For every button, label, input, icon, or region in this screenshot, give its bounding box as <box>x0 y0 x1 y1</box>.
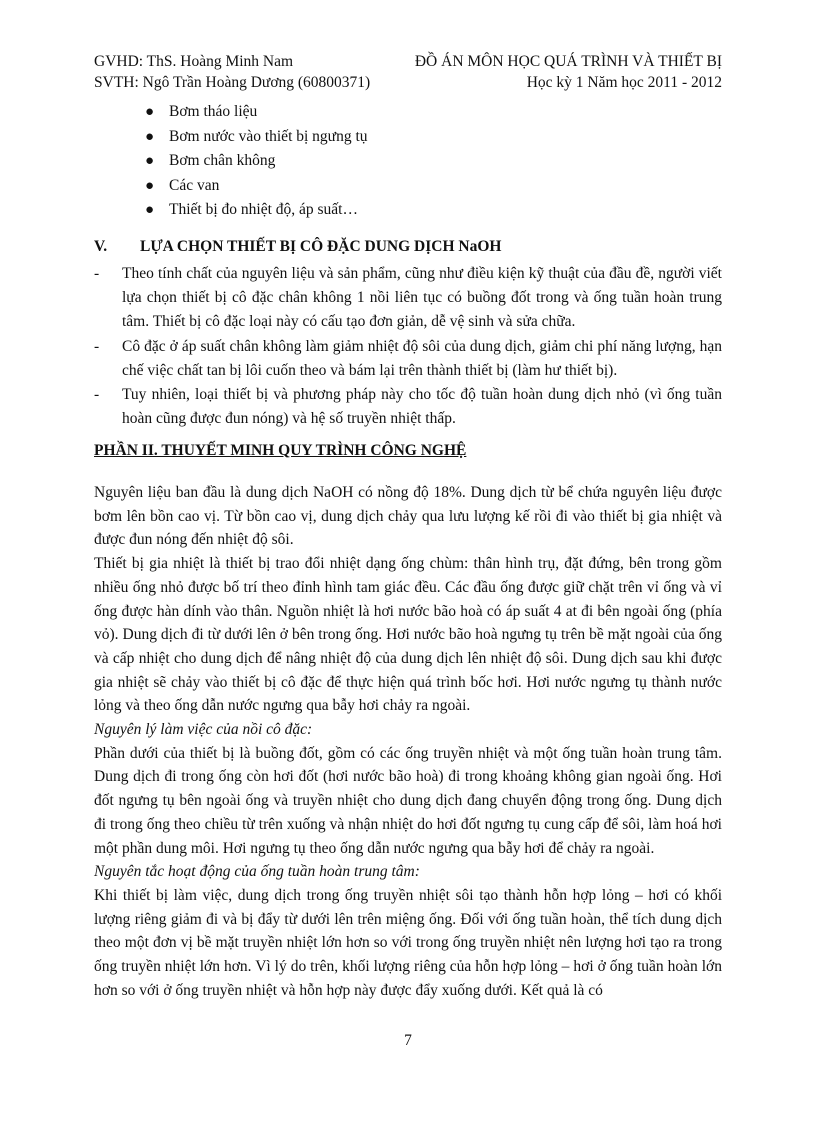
subheading: Nguyên lý làm việc của nồi cô đặc: <box>94 721 313 739</box>
paragraph: Khi thiết bị làm việc, dung dịch trong ống truyền nhiệt sôi tạo thành hỗn hợp lỏng – hơi có khối lượng riêng giảm đi và bị đẩy từ dưới lên trên miệng ống. Đối với ống tuần hoàn, thể tích dung dịch theo một đơn vị bề mặt truyền nhiệt lớn hơn so với trong ống truyền nhiệt nên lượng hơi tạo ra trong ống truyền nhiệt lớn hơn. Vì lý do trên, khối lượng riêng của hỗn hợp lỏng – hơi ở ống tuần hoàn lớn hơn so với ở ống truyền nhiệt và hỗn hợp này được đẩy xuống dưới. Kết quả là có <box>94 886 722 999</box>
paragraph: Nguyên liệu ban đầu là dung dịch NaOH có nồng độ 18%. Dung dịch từ bể chứa nguyên liệu được bơm lên bồn cao vị. Từ bồn cao vị, dung dịch chảy qua lưu lượng kế rồi đi vào thiết bị gia nhiệt và được đun nóng đến nhiệt độ sôi. <box>94 484 722 549</box>
equipment-bullet-list <box>143 100 368 223</box>
list-item: - Tuy nhiên, loại thiết bị và phương pháp này cho tốc độ tuần hoàn dung dịch nhỏ (vì ống tuần hoàn cũng được đun nóng) và hệ số truyền nhiệt thấp. <box>94 386 722 428</box>
list-item: - Theo tính chất của nguyên liệu và sản phẩm, cũng như điều kiện kỹ thuật của đầu đề, người viết lựa chọn thiết bị cô đặc chân không 1 nồi liên tục có buồng đốt trong và ống tuần hoàn trung tâm. Thiết bị cô đặc loại này có cấu tạo đơn giản, dễ vệ sinh và sửa chữa. <box>94 265 722 331</box>
section-number: V. <box>94 238 108 255</box>
header-advisor: GVHD: ThS. Hoàng Minh Nam <box>94 53 294 70</box>
list-item: ● Bơm tháo liệu <box>143 100 368 125</box>
list-item: - Cô đặc ở áp suất chân không làm giảm nhiệt độ sôi của dung dịch, giảm chi phí năng lượng, hạn chế việc chất tan bị lôi cuốn theo và bám lại trên thành thiết bị (làm hư thiết bị). <box>94 337 722 379</box>
paragraph: Phần dưới của thiết bị là buồng đốt, gồm có các ống truyền nhiệt và một ống tuần hoàn trung tâm. Dung dịch đi trong ống còn hơi đốt (hơi nước bão hoà) đi trong khoảng không gian ngoài ống. Hơi đốt ngưng tụ bên ngoài ống và truyền nhiệt cho dung dịch đang chuyển động trong ống. Dung dịch đi trong ống theo chiều từ trên xuống và nhận nhiệt do hơi đốt ngưng tụ cung cấp để sôi, làm hoá hơi một phần dung môi. Hơi ngưng tụ theo ống dẫn nước ngưng qua bẫy hơi để chảy ra ngoài. <box>94 744 722 857</box>
bullet-icon: ● <box>145 104 155 120</box>
section-title: LỰA CHỌN THIẾT BỊ CÔ ĐẶC DUNG DỊCH NaOH <box>140 238 502 255</box>
list-item: ● Thiết bị đo nhiệt độ, áp suất… <box>143 198 368 223</box>
bullet-icon: ● <box>145 153 155 169</box>
section-v-dash-list <box>94 262 722 431</box>
part-ii-title: PHẦN II. THUYẾT MINH QUY TRÌNH CÔNG NGHỆ <box>94 442 467 459</box>
bullet-icon: ● <box>145 202 155 218</box>
bullet-icon: ● <box>145 128 155 145</box>
list-item: ● Bơm nước vào thiết bị ngưng tụ <box>143 125 368 150</box>
header-student: SVTH: Ngô Trần Hoàng Dương (60800371) <box>94 74 371 91</box>
paragraph: Thiết bị gia nhiệt là thiết bị trao đổi nhiệt dạng ống chùm: thân hình trụ, đặt đứng, bên trong gồm nhiều ống nhỏ được bố trí theo đỉnh hình tam giác đều. Các đầu ống được giữ chặt trên vỉ ống và vỉ ống được hàn dính vào thân. Nguồn nhiệt là hơi nước bão hoà có áp suất 4 at đi bên ngoài ống (phía vỏ). Dung dịch đi từ dưới lên ở bên trong ống. Hơi nước bão hoà ngưng tụ trên bề mặt ngoài của ống và cấp nhiệt cho dung dịch để nâng nhiệt độ của dung dịch lên nhiệt độ sôi. Dung dịch sau khi được gia nhiệt sẽ chảy vào thiết bị cô đặc để thực hiện quá trình bốc hơi. Hơi nước ngưng tụ thành nước lỏng và theo ống dẫn nước ngưng qua bẫy hơi chảy ra ngoài. <box>94 555 722 715</box>
part-ii-body <box>94 481 722 1002</box>
list-item: ● Các van <box>143 174 368 199</box>
page-number: 7 <box>404 1032 412 1049</box>
header-course-title: ĐỒ ÁN MÔN HỌC QUÁ TRÌNH VÀ THIẾT BỊ <box>414 53 722 70</box>
bullet-icon: ● <box>145 177 155 194</box>
header-semester: Học kỳ 1 Năm học 2011 - 2012 <box>526 74 722 91</box>
list-item: ● Bơm chân không <box>143 149 368 174</box>
subheading: Nguyên tắc hoạt động của ống tuần hoàn trung tâm: <box>94 863 420 881</box>
section-v-heading <box>94 238 501 256</box>
